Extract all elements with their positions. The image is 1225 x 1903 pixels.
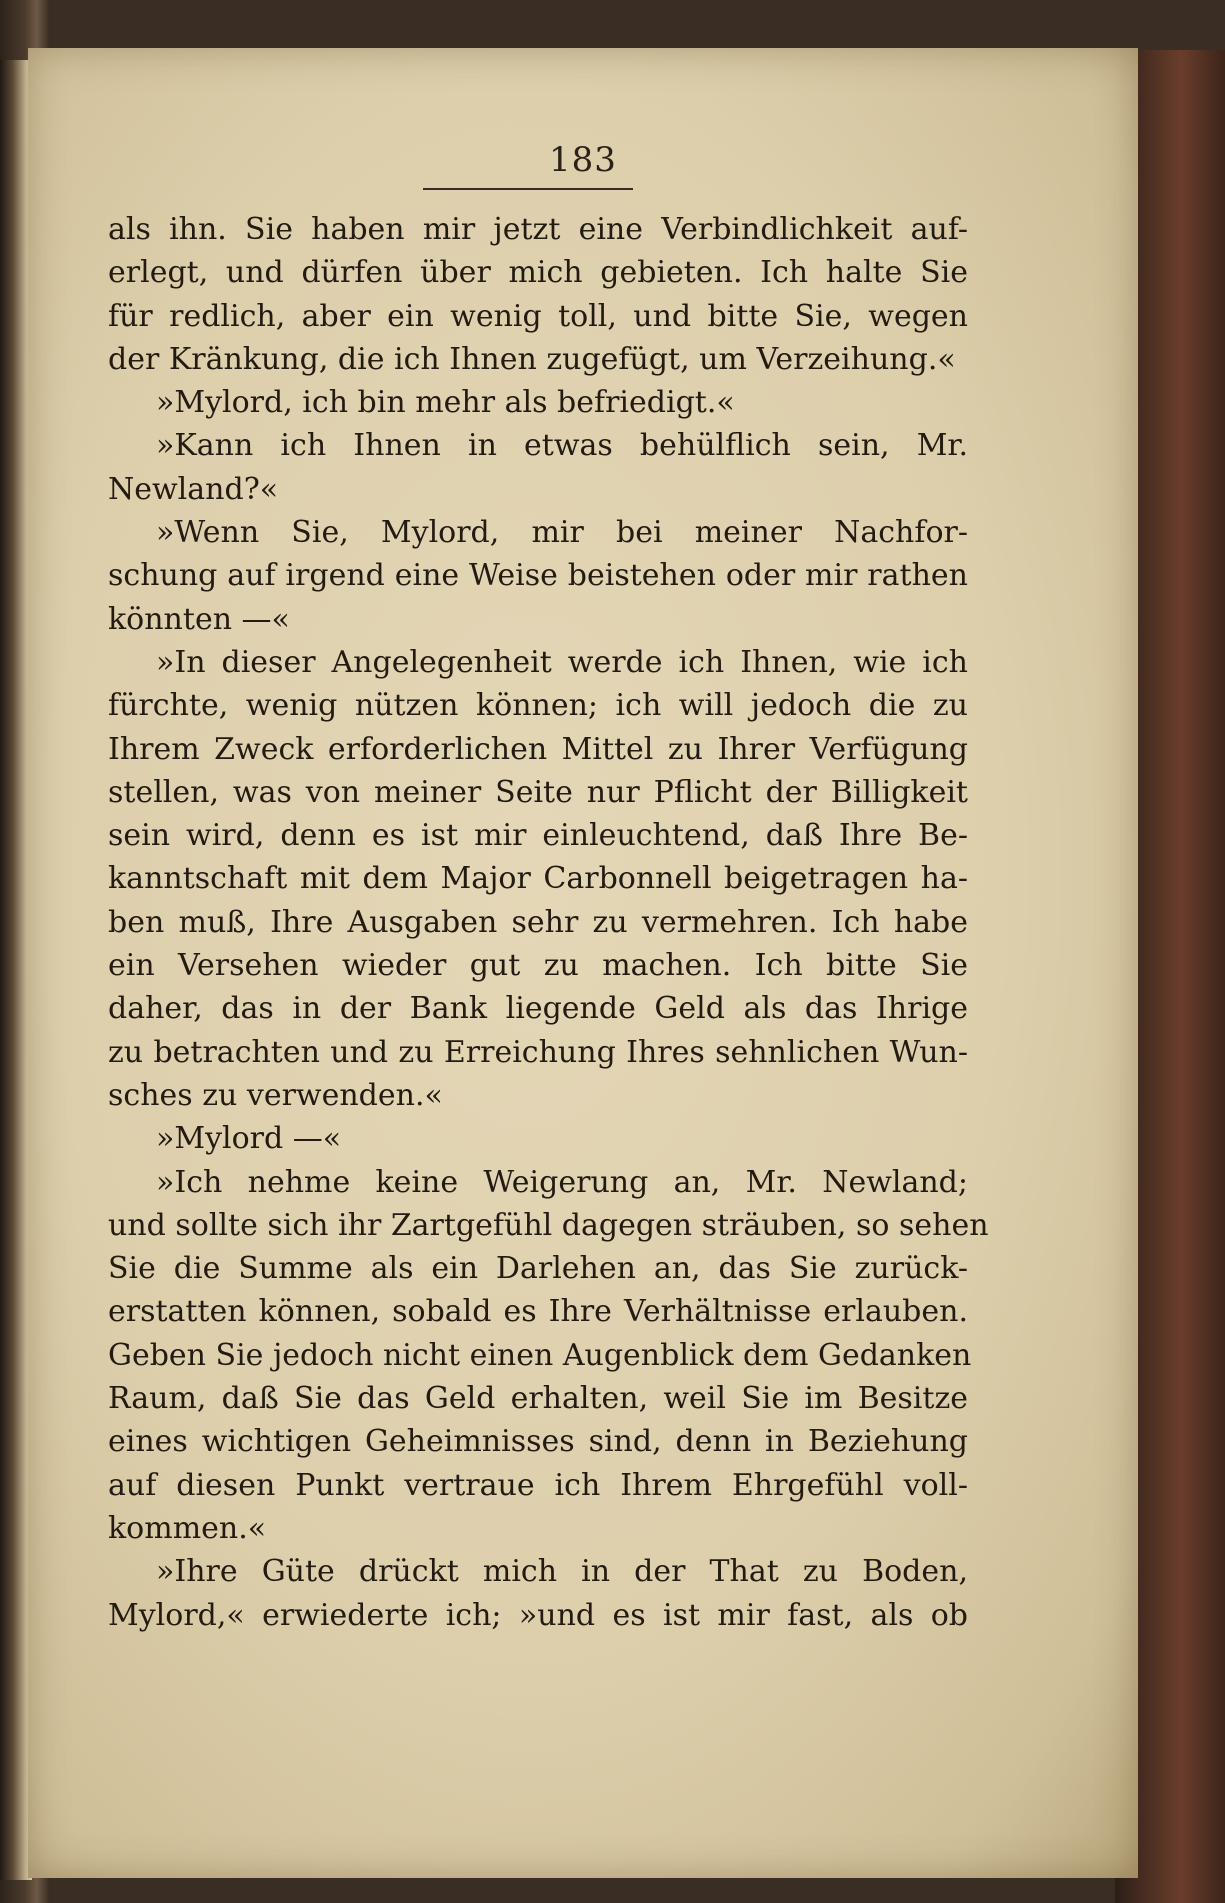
text-line: Raum, daß Sie das Geld erhalten, weil Sie im Besitze: [108, 1381, 968, 1417]
text-line: und sollte sich ihr Zartgefühl dagegen sträuben, so sehen: [108, 1207, 989, 1243]
text-line: Ihrem Zweck erforderlichen Mittel zu Ihrer Verfügung: [108, 731, 968, 767]
text-line: Sie die Summe als ein Darlehen an, das Sie zurück-: [108, 1251, 968, 1287]
text-line: Newland?«: [108, 471, 279, 507]
page-number: 183: [549, 140, 617, 180]
text-line: sein wird, denn es ist mir einleuchtend, daß Ihre Be-: [108, 818, 968, 854]
text-line: »Wenn Sie, Mylord, mir bei meiner Nachfor-: [156, 515, 968, 551]
book-page: [28, 48, 1138, 1878]
text-line: als ihn. Sie haben mir jetzt eine Verbindlichkeit auf-: [108, 212, 968, 247]
body-text: [108, 208, 989, 1637]
text-line: »Kann ich Ihnen in etwas behülflich sein, Mr.: [156, 428, 968, 464]
text-line: stellen, was von meiner Seite nur Pflicht der Billigkeit: [108, 774, 968, 810]
header-rule: [423, 188, 633, 190]
text-line: »Ihre Güte drückt mich in der That zu Boden,: [156, 1554, 968, 1590]
text-line: zu betrachten und zu Erreichung Ihres sehnlichen Wun-: [108, 1034, 968, 1070]
text-line: »Ich nehme keine Weigerung an, Mr. Newland;: [156, 1164, 968, 1200]
text-line: schung auf irgend eine Weise beistehen oder mir rathen: [108, 558, 968, 594]
text-line: eines wichtigen Geheimnisses sind, denn in Beziehung: [108, 1424, 968, 1460]
text-line: auf diesen Punkt vertraue ich Ihrem Ehrgefühl voll-: [108, 1467, 968, 1503]
text-line: der Kränkung, die ich Ihnen zugefügt, um Verzeihung.«: [108, 341, 956, 377]
text-line: kommen.«: [108, 1510, 267, 1546]
text-line: »Mylord, ich bin mehr als befriedigt.«: [156, 385, 735, 421]
text-line: könnten —«: [108, 601, 290, 637]
text-line: kanntschaft mit dem Major Carbonnell beigetragen ha-: [108, 861, 968, 897]
text-line: ein Versehen wieder gut zu machen. Ich bitte Sie: [108, 948, 968, 984]
text-line: erstatten können, sobald es Ihre Verhältnisse erlauben.: [108, 1294, 968, 1330]
text-line: Geben Sie jedoch nicht einen Augenblick dem Gedanken: [108, 1337, 972, 1373]
text-line: »Mylord —«: [156, 1121, 342, 1157]
text-line: daher, das in der Bank liegende Geld als das Ihrige: [108, 991, 968, 1027]
text-line: ben muß, Ihre Ausgaben sehr zu vermehren. Ich habe: [108, 904, 968, 940]
text-line: erlegt, und dürfen über mich gebieten. Ich halte Sie: [108, 255, 968, 291]
text-line: für redlich, aber ein wenig toll, und bitte Sie, wegen: [108, 298, 968, 334]
text-line: Mylord,« erwiederte ich; »und es ist mir fast, als ob: [108, 1597, 968, 1633]
text-line: »In dieser Angelegenheit werde ich Ihnen, wie ich: [156, 644, 968, 680]
text-line: sches zu verwenden.«: [108, 1077, 443, 1113]
text-line: fürchte, wenig nützen können; ich will jedoch die zu: [108, 688, 968, 724]
